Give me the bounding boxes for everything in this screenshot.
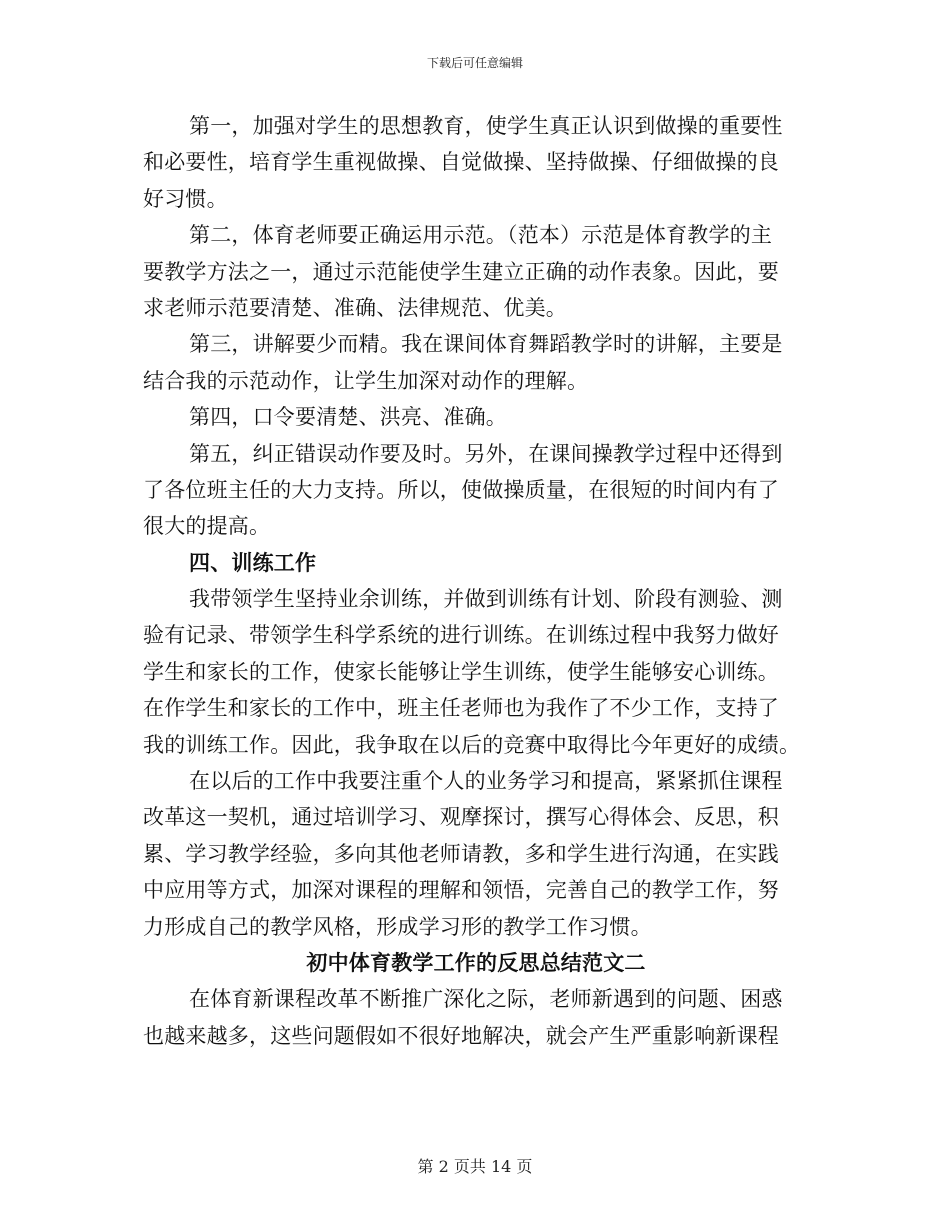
page-footer: 第 2 页共 14 页 (417, 1157, 533, 1176)
paragraph-line: 求老师示范要清楚、准确、法律规范、优美。 (143, 295, 567, 320)
paragraph-line: 学生和家长的工作，使家长能够让学生训练，使学生能够安心训练。 (143, 659, 779, 684)
paragraph-line: 在作学生和家长的工作中，班主任老师也为我作了不少工作，支持了 (143, 696, 779, 721)
paragraph-line: 改革这一契机，通过培训学习、观摩探讨，撰写心得体会、反思，积 (143, 805, 779, 830)
paragraph-line: 在以后的工作中我要注重个人的业务学习和提高，紧紧抓住课程 (189, 769, 783, 794)
paragraph-line: 要教学方法之一，通过示范能使学生建立正确的动作表象。因此，要 (143, 259, 779, 284)
paragraph-line: 结合我的示范动作，让学生加深对动作的理解。 (143, 368, 589, 393)
paragraph-line: 和必要性，培育学生重视做操、自觉做操、坚持做操、仔细做操的良 (143, 150, 779, 175)
paragraph-line: 第二，体育老师要正确运用示范。（范本）示范是体育教学的主 (189, 223, 773, 248)
paragraph-line: 力形成自己的教学风格，形成学习形的教学工作习惯。 (143, 914, 652, 939)
page-header: 下载后可任意编辑 (426, 56, 523, 70)
article-title: 初中体育教学工作的反思总结范文二 (306, 949, 646, 975)
paragraph-line: 很大的提高。 (143, 514, 271, 539)
paragraph-line: 中应用等方式，加深对课程的理解和领悟，完善自己的教学工作，努 (143, 878, 779, 903)
paragraph-line: 也越来越多，这些问题假如不很好地解决，就会产生严重影响新课程 (143, 1023, 779, 1048)
paragraph-line: 好习惯。 (143, 186, 228, 211)
document-body (143, 108, 809, 1054)
section-heading: 四、训练工作 (189, 549, 317, 575)
paragraph-line: 第三，讲解要少而精。我在课间体育舞蹈教学时的讲解，主要是 (189, 332, 783, 357)
paragraph-line: 第四，口令要清楚、洪亮、准确。 (189, 405, 507, 430)
paragraph-line: 了各位班主任的大力支持。所以，使做操质量，在很短的时间内有了 (143, 477, 779, 502)
paragraph-line: 第五，纠正错误动作要及时。另外，在课间操教学过程中还得到 (189, 441, 783, 466)
paragraph-line: 第一，加强对学生的思想教育，使学生真正认识到做操的重要性 (189, 114, 783, 138)
paragraph-line: 验有记录、带领学生科学系统的进行训练。在训练过程中我努力做好 (143, 623, 779, 648)
paragraph-line: 我的训练工作。因此，我争取在以后的竞赛中取得比今年更好的成绩。 (143, 732, 801, 757)
paragraph-line: 在体育新课程改革不断推广深化之际，老师新遇到的问题、困惑 (189, 987, 783, 1012)
paragraph-line: 累、学习教学经验，多向其他老师请教，多和学生进行沟通，在实践 (143, 841, 779, 866)
paragraph-line: 我带领学生坚持业余训练，并做到训练有计划、阶段有测验、测 (189, 587, 783, 612)
